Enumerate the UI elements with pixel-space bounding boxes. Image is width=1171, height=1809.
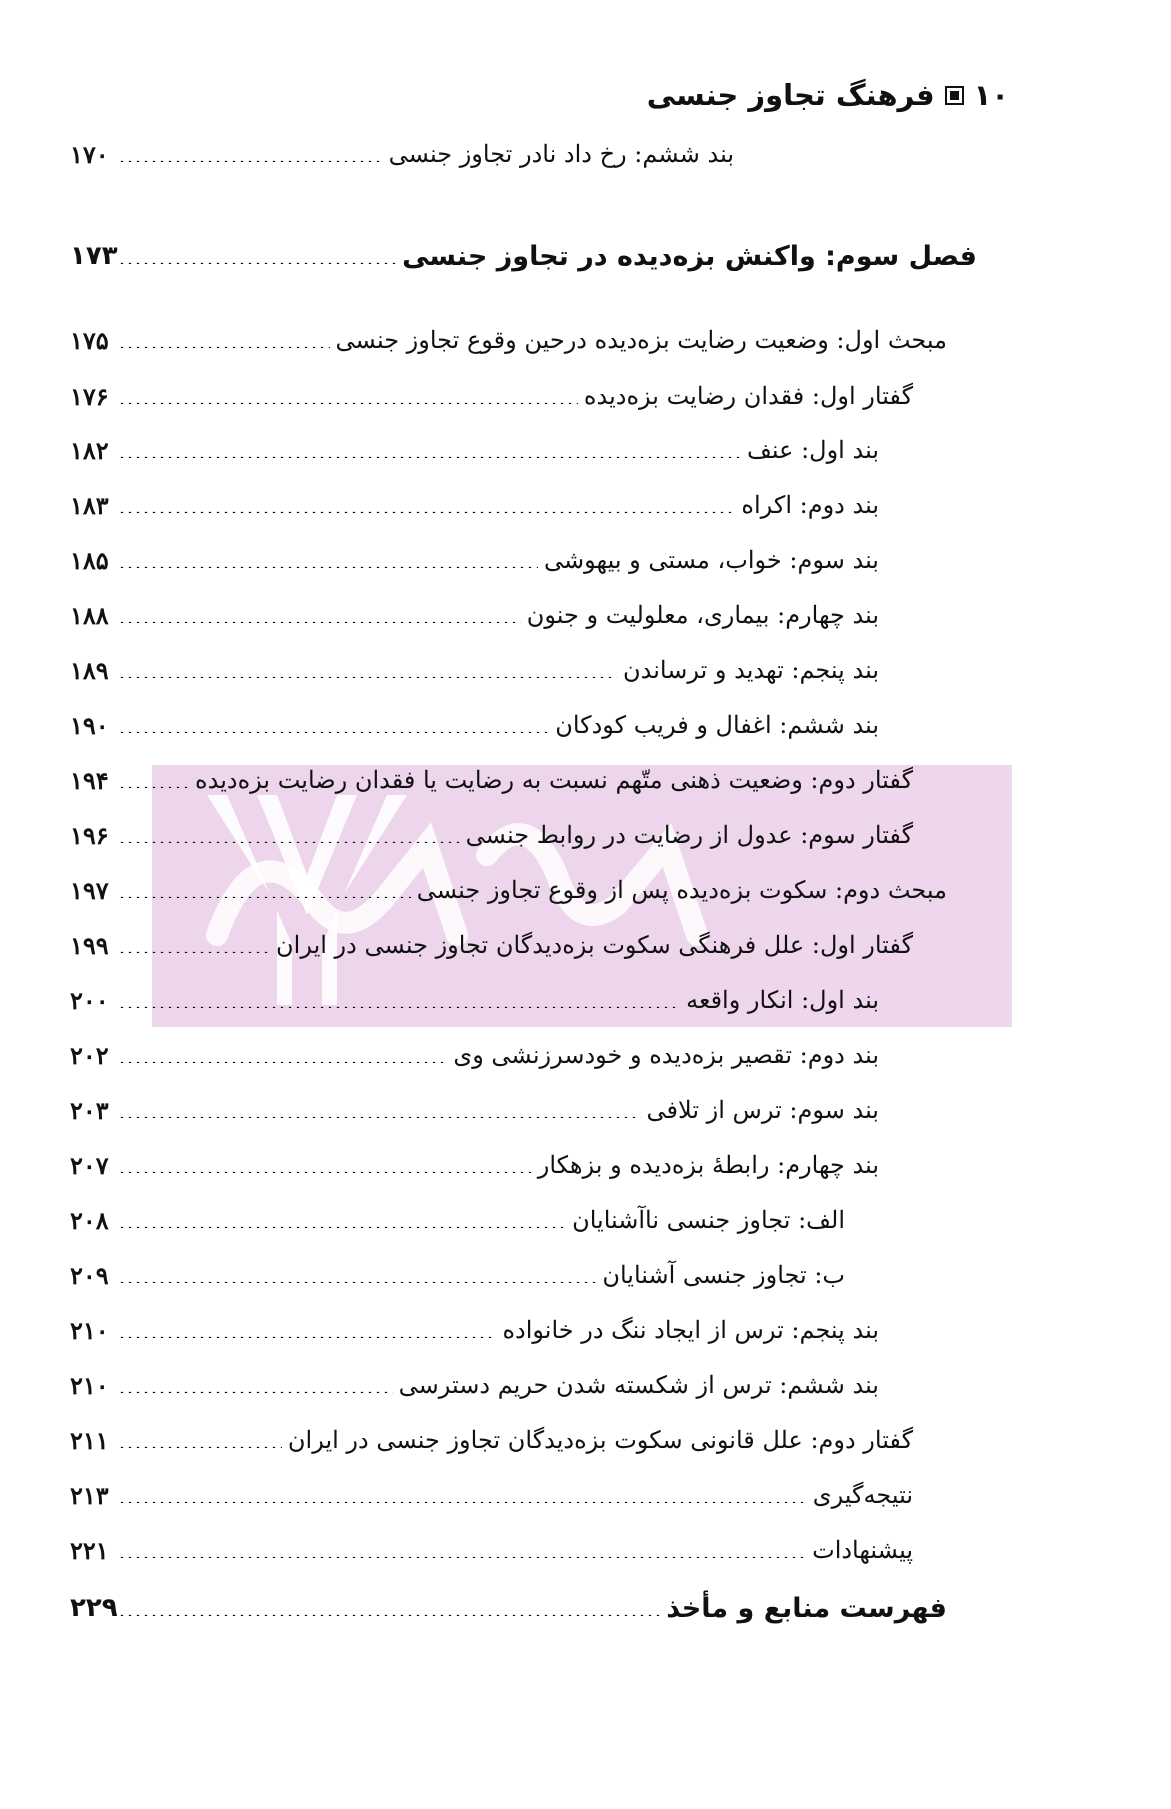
toc-entry: بند چهارم: رابطهٔ بزه‌دیده و بزهکار ۲۰۷ <box>70 1150 879 1180</box>
toc-entry: بند چهارم: بیماری، معلولیت و جنون ۱۸۸ <box>70 600 879 630</box>
toc-entry: گفتار دوم: وضعیت ذهنی متّهم نسبت به رضایت یا فقدان رضایت بزه‌دیده ۱۹۴ <box>70 765 913 795</box>
toc-entry: بند ششم: اغفال و فریب کودکان ۱۹۰ <box>70 710 879 740</box>
toc-entry: بند ششم: ترس از شکسته شدن حریم دسترسی ۲۱۰ <box>70 1370 879 1400</box>
toc-entry: بند دوم: تقصیر بزه‌دیده و خودسرزنشی وی ۲۰۲ <box>70 1040 879 1070</box>
toc-entry: ب: تجاوز جنسی آشنایان ۲۰۹ <box>70 1260 845 1290</box>
toc-entry: بند سوم: خواب، مستی و بیهوشی ۱۸۵ <box>70 545 879 575</box>
toc-entry: مبحث دوم: سکوت بزه‌دیده پس از وقوع تجاوز جنسی ۱۹۷ <box>70 875 947 905</box>
toc-entry: گفتار اول: فقدان رضایت بزه‌دیده ۱۷۶ <box>70 381 913 411</box>
toc-entry: الف: تجاوز جنسی ناآشنایان ۲۰۸ <box>70 1205 845 1235</box>
toc-entry: بند ششم: رخ داد نادر تجاوز جنسی ۱۷۰ <box>70 139 734 169</box>
toc-entry: بند پنجم: ترس از ایجاد ننگ در خانواده ۲۱۰ <box>70 1315 879 1345</box>
toc-entry: مبحث اول: وضعیت رضایت بزه‌دیده درحین وقوع تجاوز جنسی ۱۷۵ <box>70 325 947 355</box>
header-book-title: فرهنگ تجاوز جنسی <box>646 78 935 112</box>
toc-entry: گفتار سوم: عدول از رضایت در روابط جنسی ۱۹۶ <box>70 820 913 850</box>
header-page-number: ۱۰ <box>973 78 1009 112</box>
toc-entry: گفتار اول: علل فرهنگی سکوت بزه‌دیدگان تجاوز جنسی در ایران ۱۹۹ <box>70 930 913 960</box>
toc-entry: بند پنجم: تهدید و ترساندن ۱۸۹ <box>70 655 879 685</box>
toc-entry: بند اول: عنف ۱۸۲ <box>70 435 879 465</box>
toc-entry: نتیجه‌گیری ۲۱۳ <box>70 1480 913 1510</box>
toc-entry: بند سوم: ترس از تلافی ۲۰۳ <box>70 1095 879 1125</box>
toc-entry: پیشنهادات ۲۲۱ <box>70 1535 913 1565</box>
toc-chapter-entry: فصل سوم: واکنش بزه‌دیده در تجاوز جنسی ۱۷۳ <box>70 240 977 272</box>
toc-chapter-entry: فهرست منابع و مأخذ ۲۲۹ <box>70 1592 947 1624</box>
toc-entry: بند دوم: اکراه ۱۸۳ <box>70 490 879 520</box>
toc-entry: بند اول: انکار واقعه ۲۰۰ <box>70 985 879 1015</box>
toc-entry: گفتار دوم: علل قانونی سکوت بزه‌دیدگان تجاوز جنسی در ایران ۲۱۱ <box>70 1425 913 1455</box>
